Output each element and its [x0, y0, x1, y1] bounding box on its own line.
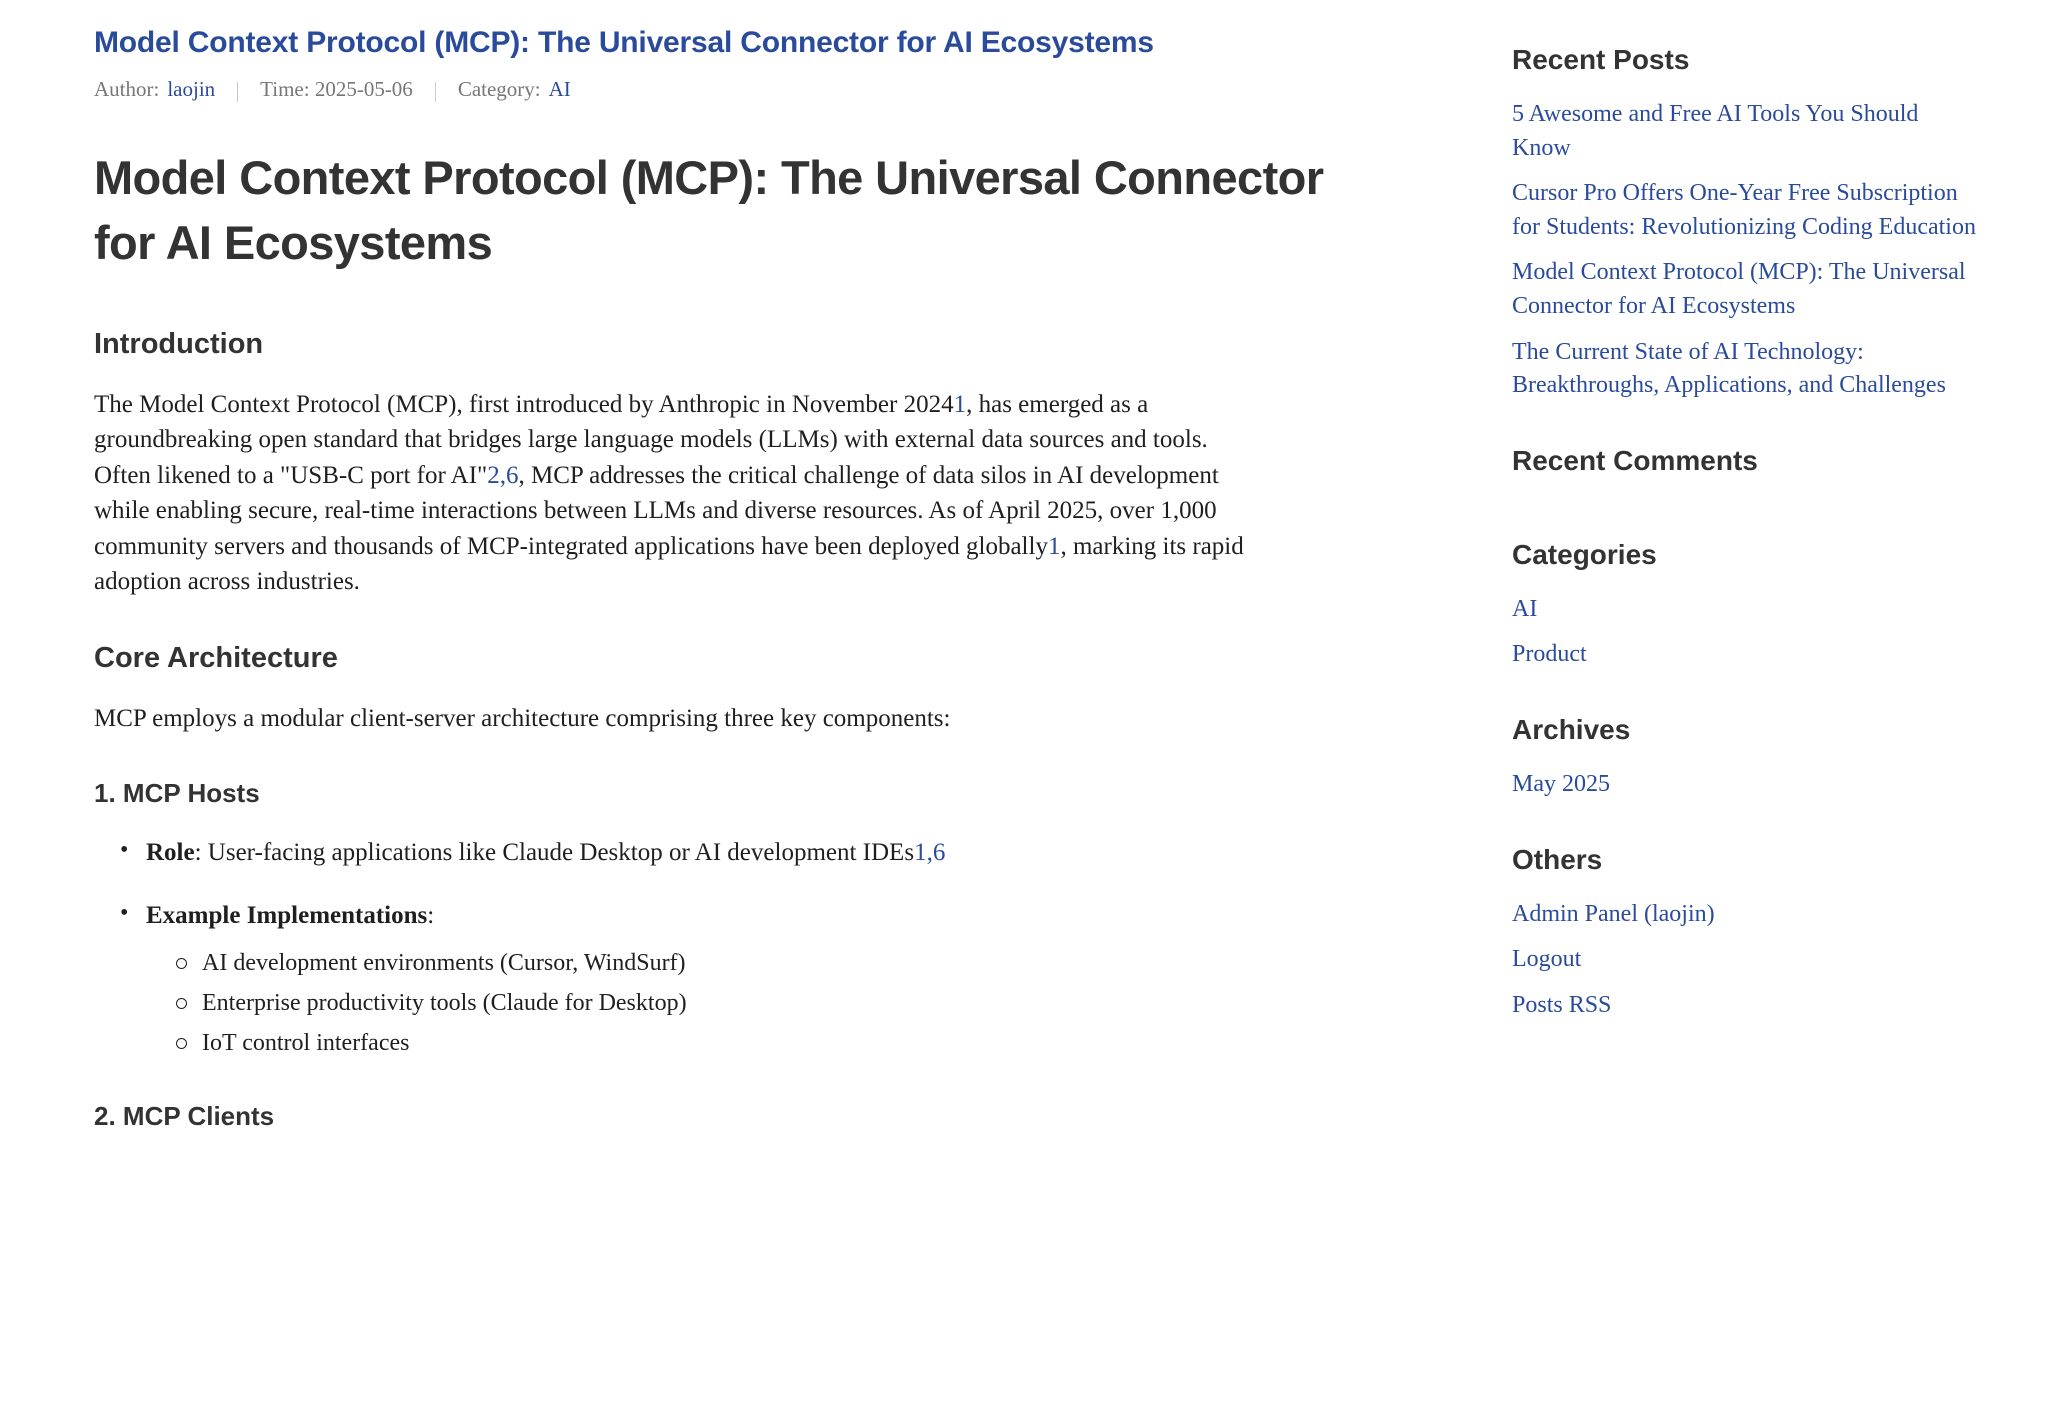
meta-divider-2	[435, 82, 436, 102]
post-meta	[94, 77, 1410, 102]
list-item	[1512, 768, 1978, 802]
role-label: Role	[146, 839, 195, 867]
sidebar-category-link-ai[interactable]: AI	[1512, 595, 1538, 622]
example-implementations-label: Example Implementations	[146, 902, 428, 930]
intro-text-c: , MCP addresses the critical challenge of data silos in AI development while enabling secure, real-time interactions between LLMs and diverse resources. As of April 2025, over 1,000 community servers and thousands of MCP-integrated applications have been deployed globally	[94, 461, 1219, 560]
section-heading-core-architecture: Core Architecture	[94, 641, 338, 674]
sidebar	[1470, 26, 2048, 1404]
example-implementations-colon: :	[427, 902, 435, 930]
sidebar-logout-link[interactable]: Logout	[1512, 946, 1582, 973]
section-heading-introduction: Introduction	[94, 327, 264, 360]
sidebar-archive-link[interactable]: May 2025	[1512, 770, 1610, 797]
mcp-hosts-list	[94, 835, 1410, 1059]
list-item: Enterprise productivity tools (Claude for Desktop)	[202, 987, 1410, 1019]
meta-divider-1	[237, 82, 238, 102]
sidebar-recent-post-link[interactable]: The Current State of AI Technology: Breakthroughs, Applications, and Challenges	[1512, 338, 1946, 399]
sidebar-heading-categories: Categories	[1512, 538, 1657, 570]
page-title: Model Context Protocol (MCP): The Universal Connector for AI Ecosystems	[94, 150, 1324, 269]
list-item	[1512, 943, 1978, 977]
article-content	[0, 26, 1470, 1404]
post-time: Time: 2025-05-06	[260, 76, 413, 101]
sidebar-admin-panel-link[interactable]: Admin Panel (laojin)	[1512, 900, 1715, 927]
post-title-link[interactable]: Model Context Protocol (MCP): The Universal Connector for AI Ecosystems	[94, 26, 1154, 59]
list-item	[1512, 256, 1978, 323]
sidebar-recent-post-link[interactable]: 5 Awesome and Free AI Tools You Should Know	[1512, 101, 1919, 161]
category-link[interactable]: AI	[548, 76, 571, 101]
list-item	[1512, 638, 1978, 672]
sidebar-heading-recent-posts: Recent Posts	[1512, 44, 1690, 75]
recent-posts-list	[1512, 98, 1978, 403]
list-item	[1512, 989, 1978, 1023]
reference-link-2[interactable]: 2,6	[487, 461, 519, 489]
intro-text-b: , has emerged as a groundbreaking open standard that bridges large language models (LLMs) with external data sources and tools. Often likened to a "USB-C port for AI"	[94, 390, 1208, 489]
subsection-heading-mcp-clients: 2. MCP Clients	[94, 1101, 275, 1132]
sidebar-section-recent-posts	[1512, 44, 1978, 403]
role-text: : User-facing applications like Claude Desktop or AI development IDEs	[194, 839, 915, 867]
sidebar-heading-archives: Archives	[1512, 713, 1631, 745]
list-item	[146, 898, 1410, 1059]
others-list	[1512, 898, 1978, 1023]
intro-text-d: , marking its rapid adoption across industries.	[94, 532, 1244, 596]
recent-comments-empty	[1512, 499, 1978, 505]
list-item	[1512, 593, 1978, 627]
list-item	[1512, 898, 1978, 932]
sidebar-heading-others: Others	[1512, 843, 1603, 875]
reference-link-4[interactable]: 1,6	[914, 839, 946, 867]
sidebar-category-link-product[interactable]: Product	[1512, 641, 1587, 668]
list-item: IoT control interfaces	[202, 1027, 1410, 1059]
author-label: Author:	[94, 76, 160, 101]
subsection-heading-mcp-hosts: 1. MCP Hosts	[94, 778, 260, 809]
core-architecture-paragraph: MCP employs a modular client-server architecture comprising three key components:	[94, 704, 951, 732]
example-implementations-list	[146, 947, 1410, 1059]
sidebar-recent-post-link[interactable]: Model Context Protocol (MCP): The Universal Connector for AI Ecosystems	[1512, 259, 1966, 319]
list-item	[146, 835, 1410, 870]
reference-link-3[interactable]: 1	[1047, 532, 1061, 560]
reference-link-1[interactable]: 1	[953, 390, 967, 418]
archives-list	[1512, 768, 1978, 802]
sidebar-section-recent-comments	[1512, 445, 1978, 505]
sidebar-section-archives	[1512, 714, 1978, 802]
list-item: AI development environments (Cursor, WindSurf)	[202, 947, 1410, 979]
list-item	[1512, 336, 1978, 403]
categories-list	[1512, 593, 1978, 672]
introduction-paragraph	[94, 387, 1269, 600]
intro-text-a: The Model Context Protocol (MCP), first introduced by Anthropic in November 2024	[94, 390, 954, 418]
sidebar-heading-recent-comments: Recent Comments	[1512, 444, 1758, 476]
sidebar-recent-post-link[interactable]: Cursor Pro Offers One-Year Free Subscription for Students: Revolutionizing Coding Education	[1512, 180, 1976, 240]
category-label: Category:	[457, 76, 541, 101]
sidebar-section-categories	[1512, 539, 1978, 672]
sidebar-section-others	[1512, 844, 1978, 1023]
list-item	[1512, 177, 1978, 244]
list-item	[1512, 98, 1978, 165]
sidebar-posts-rss-link[interactable]: Posts RSS	[1512, 991, 1612, 1018]
author-link[interactable]: laojin	[167, 76, 216, 101]
